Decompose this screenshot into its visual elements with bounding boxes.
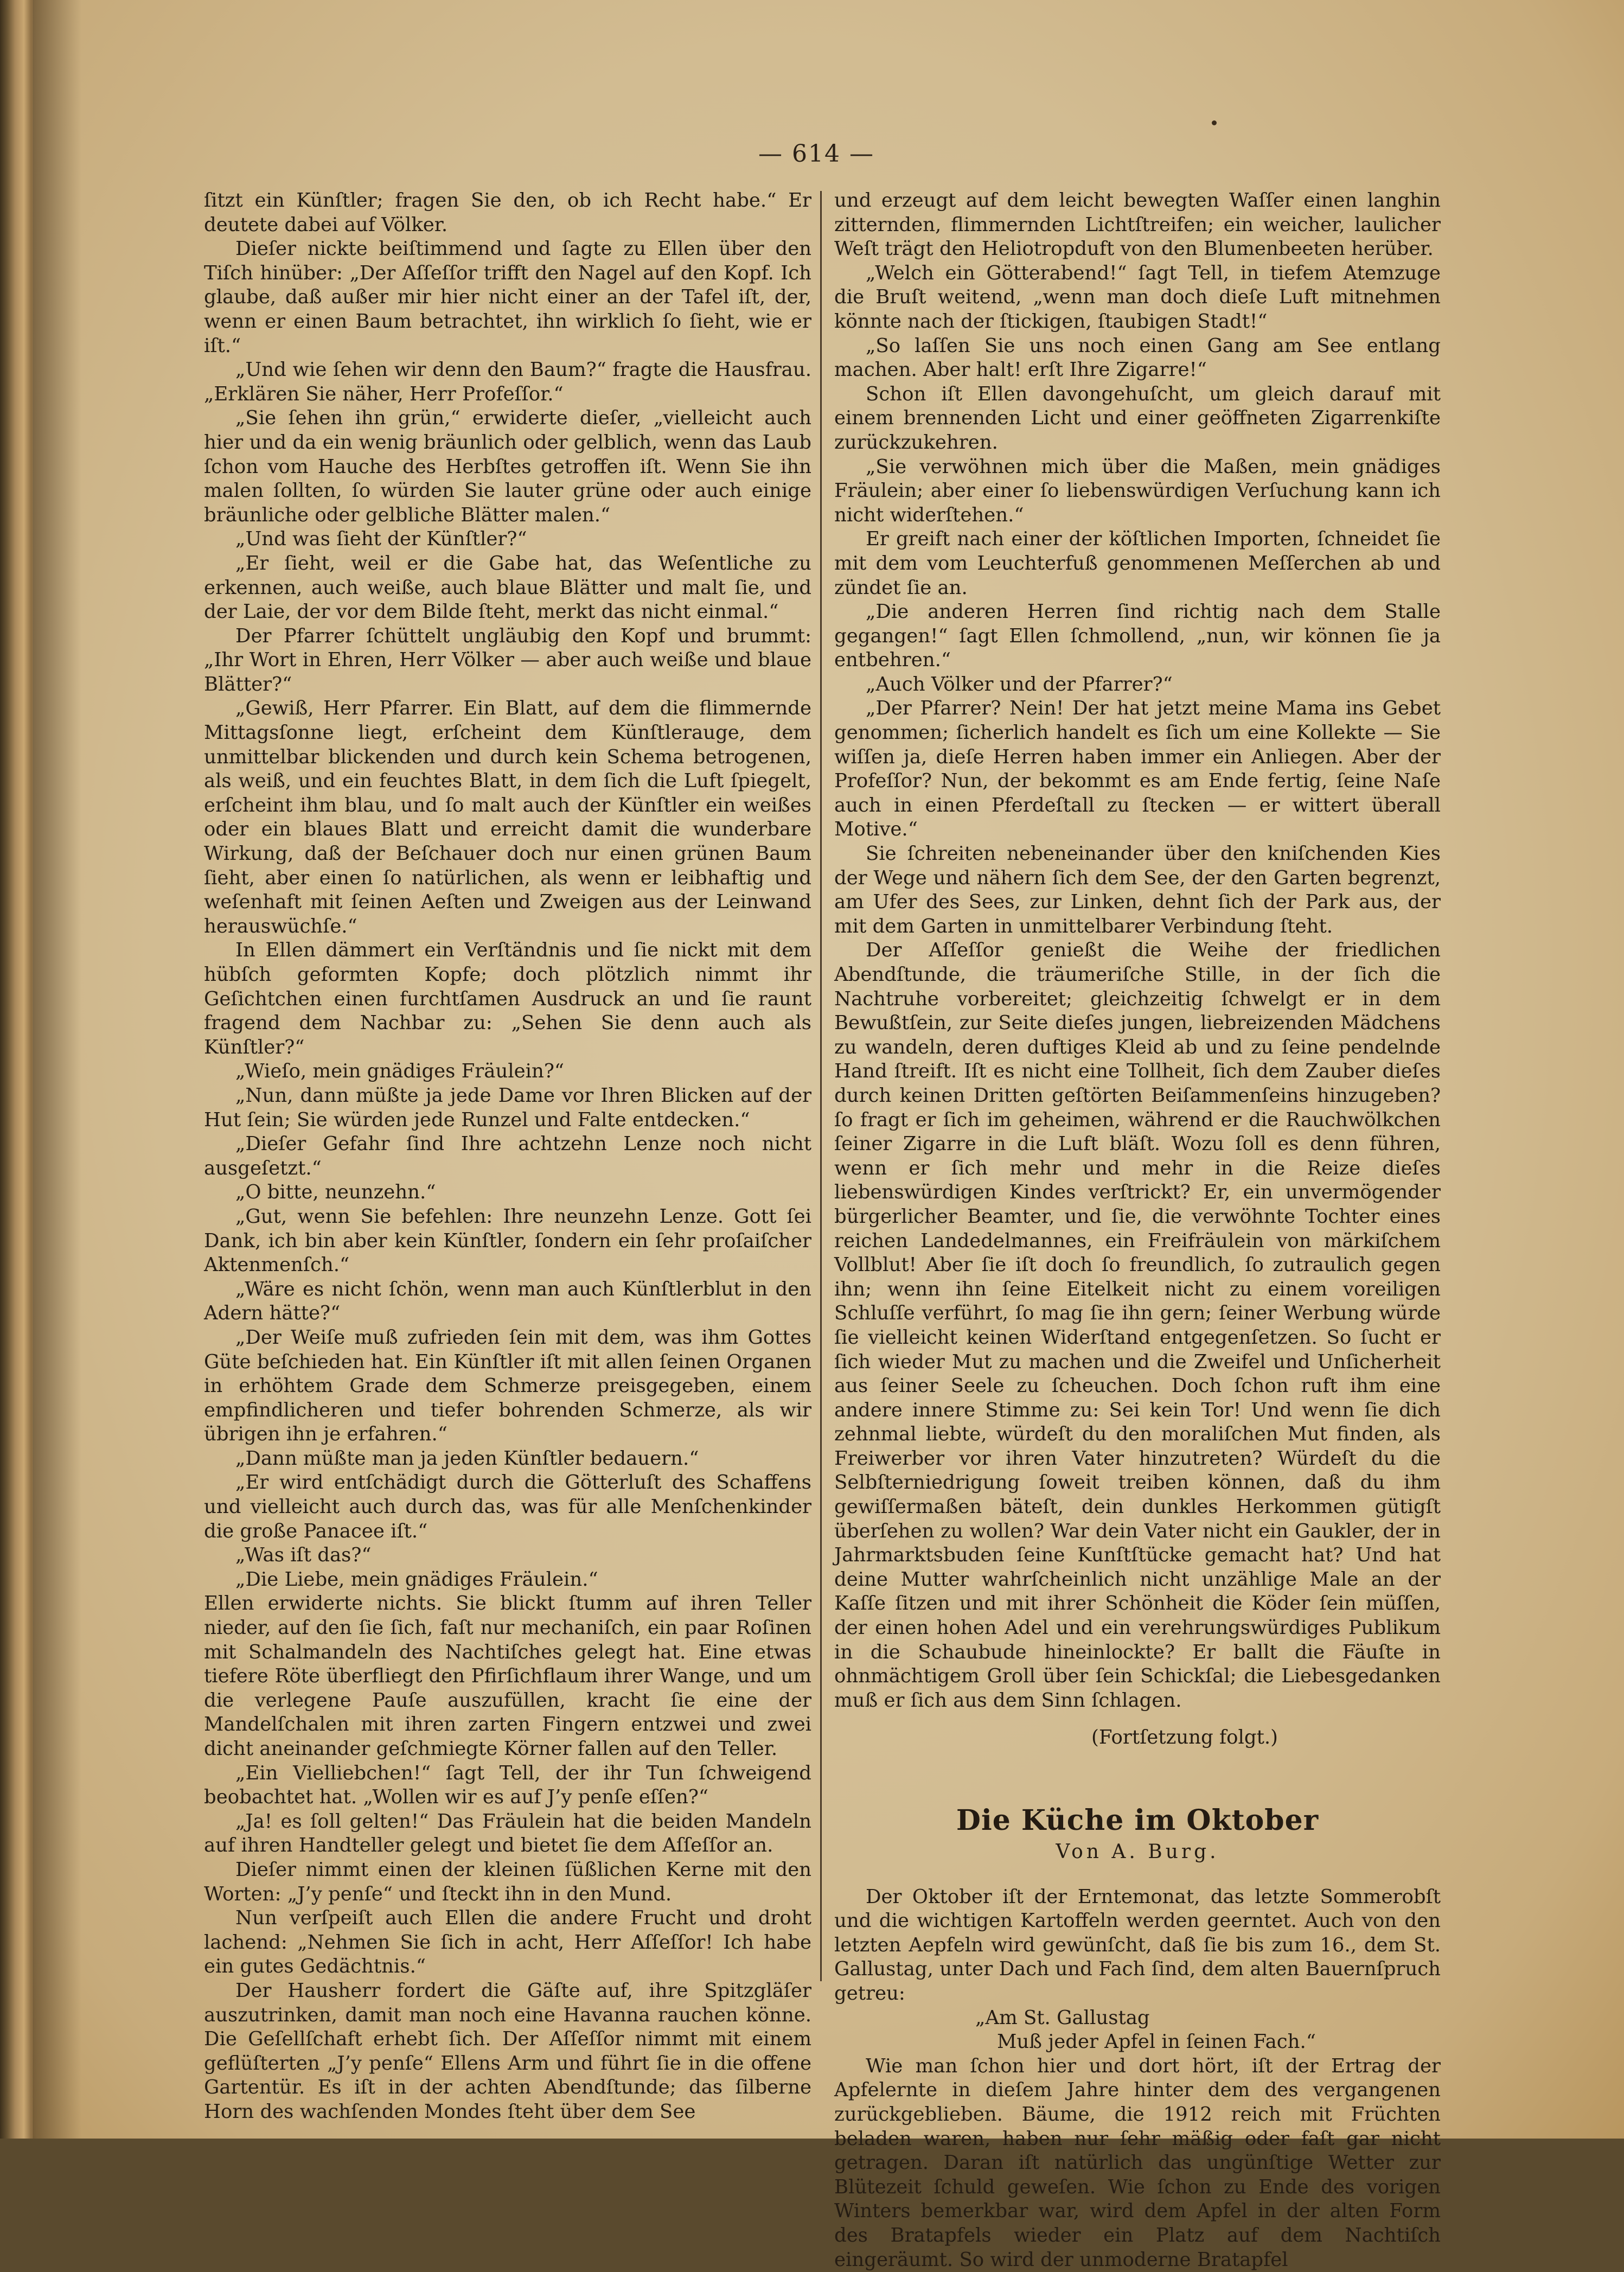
story-paragraph: „Dann müßte man ja jeden Künſtler bedauern.“ <box>235 1447 699 1470</box>
story-paragraph: Der Hausherr fordert die Gäſte auf, ihre Spitzgläſer auszutrinken, damit man noch eine Havanna rauchen könne. Die Geſellſchaft erhebt ſich. Der Aſſeſſor nimmt mit einem geflüſterten „J’y penſe“ Ellens Arm und führt ſie in die offene Gartentür. Es iſt in der achten Abendſtunde; das ſilberne Horn des wachſenden Mondes ſteht über dem See <box>204 1979 811 2123</box>
story-paragraph: Sie ſchreiten nebeneinander über den kniſchenden Kies der Wege und nähern ſich dem See, der den Garten begrenzt, am Ufer des Sees, zur Linken, dehnt ſich der Park aus, der mit dem Garten in unmittelbarer Verbindung ſteht. <box>834 843 1441 937</box>
continuation-note: (Fortſetzung folgt.) <box>1091 1726 1278 1749</box>
story-paragraph: „Ja! es ſoll gelten!“ Das Fräulein hat die beiden Mandeln auf ihren Handteller gelegt und bietet ſie dem Aſſeſſor an. <box>204 1810 811 1857</box>
story-paragraph: „Welch ein Götterabend!“ ſagt Tell, in tiefem Atemzuge die Bruſt weitend, „wenn man doch dieſe Luft mitnehmen könnte nach der ſtickigen, ſtaubigen Stadt!“ <box>834 261 1441 333</box>
story-continuation-paragraphs <box>834 189 1441 1713</box>
column-divider <box>820 191 822 1981</box>
article-paragraph: Der Oktober iſt der Erntemonat, das letzte Sommerobſt und die wichtigen Kartoffeln werden geerntet. Auch von den letzten Aepfeln wird gewünſcht, daß ſie bis zum 16., dem St. Gallustag, unter Dach und Fach ſind, dem alten Bauernſpruch getreu: <box>834 1885 1441 2005</box>
story-paragraph: Dieſer nickte beiſtimmend und ſagte zu Ellen über den Tiſch hinüber: „Der Aſſeſſor trifft den Nagel auf den Kopf. Ich glaube, daß außer mir hier nicht einer an der Tafel iſt, der, wenn er einen Baum betrachtet, ihn wirklich ſo ſieht, wie er iſt.“ <box>204 238 811 357</box>
story-paragraph: „Wieſo, mein gnädiges Fräulein?“ <box>235 1060 565 1083</box>
story-paragraph: und erzeugt auf dem leicht bewegten Waſſer einen langhin zitternden, flimmernden Lichtſtreifen; ein weicher, laulicher Weſt trägt den Heliotropduft von den Blumenbeeten herüber. <box>834 189 1441 260</box>
story-paragraph: „Der Pfarrer? Nein! Der hat jetzt meine Mama ins Gebet genommen; ſicherlich handelt es ſich um eine Kollekte — Sie wiſſen ja, dieſe Herren haben immer ein Anliegen. Aber der Profeſſor? Nun, der bekommt es am Ende fertig, ſeine Naſe auch in einen Pferdeſtall zu ſtecken — er wittert überall Motive.“ <box>834 697 1441 841</box>
article-byline: Von A. Burg. <box>1056 1841 1219 1863</box>
article-paragraph: Wie man ſchon hier und dort hört, iſt der Ertrag der Apfelernte in dieſem Jahre hinter dem des vergangenen zurückgeblieben. Bäume, die 1912 reich mit Früchten beladen waren, haben nur ſehr mäßig oder faſt gar nicht getragen. Daran iſt natürlich das ungünſtige Wetter zur Blütezeit ſchuld geweſen. Wie ſchon zu Ende des vorigen Winters bemerkbar war, wird dem Apfel in der alten Form des Bratapfels wieder ein Platz auf dem Nachtiſch eingeräumt. So wird der unmoderne Bratapfel <box>834 2054 1441 2271</box>
story-paragraph: „Die anderen Herren ſind richtig nach dem Stalle gegangen!“ ſagt Ellen ſchmollend, „nun, wir können ſie ja entbehren.“ <box>834 601 1441 672</box>
story-paragraph: „Ein Vielliebchen!“ ſagt Tell, der ihr Tun ſchweigend beobachtet hat. „Wollen wir es auf J’y penſe eſſen?“ <box>204 1762 811 1809</box>
proverb-line-2: Muß jeder Apfel in ſeinen Fach.“ <box>997 2031 1316 2053</box>
story-paragraph: „Er ſieht, weil er die Gabe hat, das Weſentliche zu erkennen, auch weiße, auch blaue Blätter und malt ſie, und der Laie, der vor dem Bilde ſteht, merkt das nicht einmal.“ <box>204 552 811 623</box>
story-paragraph: „Der Weiſe muß zufrieden ſein mit dem, was ihm Gottes Güte beſchieden hat. Ein Künſtler iſt mit allen ſeinen Organen in erhöhtem Grade dem Schmerze preisgegeben, einem empfindlicheren und tiefer bohrenden Schmerze, als wir übrigen ihn je erfahren.“ <box>204 1326 811 1446</box>
story-paragraph: „Er wird entſchädigt durch die Götterluſt des Schaffens und vielleicht auch durch das, was für alle Menſchenkinder die große Panacee iſt.“ <box>204 1471 811 1542</box>
story-paragraph: „Was iſt das?“ <box>235 1544 372 1567</box>
story-paragraph: Der Aſſeſſor genießt die Weihe der friedlichen Abendſtunde, die träumeriſche Stille, in der ſich die Nachtruhe vorbereitet; gleichzeitig ſchwelgt er in dem Bewußtſein, zur Seite dieſes jungen, liebreizenden Mädchens zu wandeln, deren duftiges Kleid ab und zu ſeine pendelnde Hand ſtreift. Iſt es nicht eine Tollheit, ſich dem Zauber dieſes durch keinen Dritten geſtörten Beiſammenſeins hinzugeben? ſo fragt er ſich im geheimen, während er die Rauchwölkchen ſeiner Zigarre in die Luft bläſt. Wozu ſoll es denn führen, wenn er ſich mehr und mehr in die Reize dieſes liebenswürdigen Kindes verſtrickt? Er, ein unvermögender bürgerlicher Beamter, und ſie, die verwöhnte Tochter eines reichen Landedelmannes, ein Freifräulein von märkiſchem Vollblut! Aber ſie iſt doch ſo freundlich, ſo zutraulich gegen ihn; wenn ihn ſeine Eitelkeit nicht zu einem voreiligen Schluſſe verführt, ſo mag ſie ihn gern; ſeiner Werbung würde ſie vielleicht keinen Widerſtand entgegenſetzen. So ſucht er ſich wieder Mut zu machen und die Zweifel und Unſicherheit aus ſeiner Seele zu ſcheuchen. Doch ſchon ruft ihm eine andere innere Stimme zu: Sei kein Tor! Und wenn ſie dich zehnmal liebte, würdeſt du den moraliſchen Mut finden, als Freiwerber vor ihren Vater hinzutreten? Würdeſt du die Selbſterniedrigung ſoweit treiben können, daß du ihm gewiſſermaßen bäteſt, dein dunkles Herkommen gütigſt überſehen zu wollen? War dein Vater nicht ein Gaukler, der in Jahrmarktsbuden ſeine Kunſtſtücke gemacht hat? Und hat deine Mutter wahrſcheinlich nicht unzählige Male an der Kaſſe ſitzen und mit ihrer Schönheit die Köder ſein müſſen, der einen hohen Adel und ein verehrungswürdiges Publikum in die Schaubude hineinlockte? Er ballt die Fäuſte in ohnmächtigem Groll über ſein Schickſal; die Liebesgedanken muß er ſich aus dem Sinn ſchlagen. <box>834 939 1441 1712</box>
story-paragraph: Der Pfarrer ſchüttelt ungläubig den Kopf und brummt: „Ihr Wort in Ehren, Herr Völker — aber auch weiße und blaue Blätter?“ <box>204 624 811 695</box>
story-paragraph: „O bitte, neunzehn.“ <box>235 1181 436 1204</box>
story-paragraph: „Und wie ſehen wir denn den Baum?“ fragte die Hausfrau. „Erklären Sie näher, Herr Profeſſor.“ <box>204 359 811 405</box>
right-column <box>834 189 1441 2272</box>
ink-speck <box>1212 120 1217 125</box>
story-paragraph: „Gewiß, Herr Pfarrer. Ein Blatt, auf dem die flimmernde Mittagsſonne liegt, erſcheint dem Künſtlerauge, dem unmittelbar blickenden und durch kein Schema betrogenen, als weiß, und ein feuchtes Blatt, in dem ſich die Luft ſpiegelt, erſcheint ihm blau, und ſo malt auch der Künſtler ein weißes oder ein blaues Blatt und erreicht damit die wunderbare Wirkung, daß der Beſchauer doch nur einen grünen Baum ſieht, aber einen ſo natürlichen, als wenn er leibhaftig und weſenhaft mit ſeinen Aeſten und Zweigen aus der Leinwand herauswüchſe.“ <box>204 697 811 937</box>
story-paragraph: „Gut, wenn Sie befehlen: Ihre neunzehn Lenze. Gott ſei Dank, ich bin aber kein Künſtler, ſondern ein ſehr proſaiſcher Aktenmenſch.“ <box>204 1205 811 1277</box>
story-paragraph: ſitzt ein Künſtler; fragen Sie den, ob ich Recht habe.“ Er deutete dabei auf Völker. <box>204 189 811 236</box>
story-paragraph: „Sie verwöhnen mich über die Maßen, mein gnädiges Fräulein; aber einer ſo liebenswürdigen Verſuchung kann ich nicht widerſtehen.“ <box>834 455 1441 526</box>
story-paragraph: Ellen erwiderte nichts. Sie blickt ſtumm auf ihren Teller nieder, auf den ſie ſich, faſt nur mechaniſch, ein paar Roſinen mit Schalmandeln des Nachtiſches gelegt hat. Eine etwas tiefere Röte überfliegt den Pfirſichflaum ihrer Wange, und um die verlegene Pauſe auszufüllen, kracht ſie eine der Mandelſchalen mit ihren zarten Fingern entzwei und zwei dicht aneinander geſchmiegte Körner fallen auf den Teller. <box>204 1592 811 1760</box>
story-paragraph: „Auch Völker und der Pfarrer?“ <box>866 673 1173 695</box>
story-paragraph: „Und was ſieht der Künſtler?“ <box>235 528 527 551</box>
story-paragraph: In Ellen dämmert ein Verſtändnis und ſie nickt mit dem hübſch geformten Kopfe; doch plötzlich nimmt ihr Geſichtchen einen furchtſamen Ausdruck an und ſie raunt fragend dem Nachbar zu: „Sehen Sie denn auch als Künſtler?“ <box>204 939 811 1058</box>
page-number: — 614 — <box>758 140 874 168</box>
binding-shadow <box>33 0 81 2139</box>
story-paragraph: „Die Liebe, mein gnädiges Fräulein.“ <box>235 1568 598 1591</box>
story-paragraph: Schon iſt Ellen davongehuſcht, um gleich darauf mit einem brennenden Licht und einer geöffneten Zigarrenkiſte zurückzukehren. <box>834 382 1441 454</box>
story-paragraph: „So laſſen Sie uns noch einen Gang am See entlang machen. Aber halt! erſt Ihre Zigarre!“ <box>834 334 1441 381</box>
proverb-line-1: „Am St. Gallustag <box>975 2006 1150 2029</box>
story-paragraph: Nun verſpeiſt auch Ellen die andere Frucht und droht lachend: „Nehmen Sie ſich in acht, Herr Aſſeſſor! Ich habe ein gutes Gedächtnis.“ <box>204 1907 811 1978</box>
story-paragraph: „Wäre es nicht ſchön, wenn man auch Künſtlerblut in den Adern hätte?“ <box>204 1278 811 1325</box>
story-paragraph: „Sie ſehen ihn grün,“ erwiderte dieſer, „vielleicht auch hier und da ein wenig bräunlich oder gelblich, wenn das Laub ſchon vom Hauche des Herbſtes getroffen iſt. Wenn Sie ihn malen ſollten, ſo würden Sie lauter grüne oder auch einige bräunliche oder gelbliche Blätter malen.“ <box>204 407 811 526</box>
story-paragraph: „Dieſer Gefahr ſind Ihre achtzehn Lenze noch nicht ausgeſetzt.“ <box>204 1133 811 1179</box>
story-paragraph: Dieſer nimmt einen der kleinen ſüßlichen Kerne mit den Worten: „J’y penſe“ und ſteckt ihn in den Mund. <box>204 1858 811 1905</box>
article-title: Die Küche im Oktober <box>956 1804 1319 1837</box>
left-column <box>204 189 811 2124</box>
story-paragraph: „Nun, dann müßte ja jede Dame vor Ihren Blicken auf der Hut ſein; Sie würden jede Runzel und Falte entdecken.“ <box>204 1084 811 1131</box>
story-paragraph: Er greift nach einer der köſtlichen Importen, ſchneidet ſie mit dem vom Leuchterfuß genommenen Meſſerchen ab und zündet ſie an. <box>834 528 1441 599</box>
